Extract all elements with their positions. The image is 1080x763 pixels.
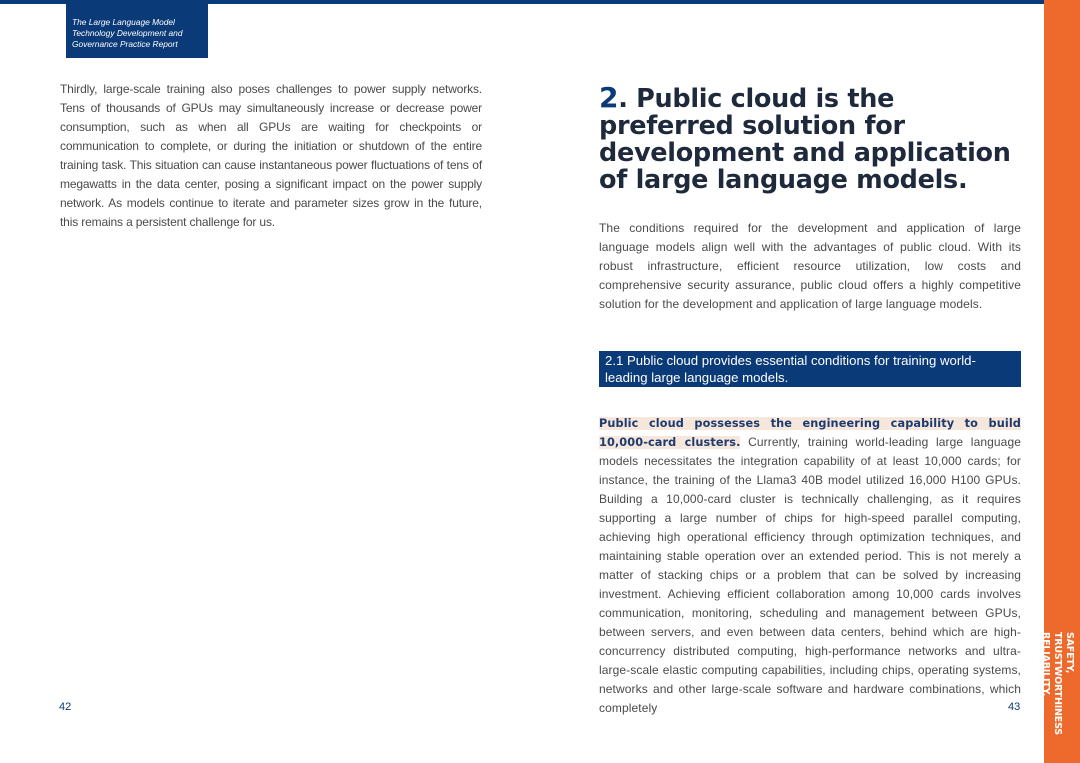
header-title-line-1: The Large Language Model: [72, 17, 175, 27]
lead-sentence: Public cloud possesses the engineering capability to build 10,000-card clusters.: [599, 417, 1021, 449]
page-number-left: 42: [59, 701, 72, 713]
section-title: . Public cloud is the preferred solution for development and application of large language models.: [599, 84, 1011, 195]
side-tab-line-1: SAFETY, TRUSTWORTHINESS: [1052, 632, 1075, 735]
header-title-line-3: Governance Practice Report: [72, 39, 178, 49]
side-tab-line-2: RELIABILITY, USABILITY: [1028, 632, 1051, 697]
subsection-body: [599, 414, 1021, 718]
page-number-right: 43: [1008, 701, 1021, 713]
side-tab-label: [1028, 632, 1075, 747]
report-header-badge: [66, 4, 208, 58]
body-continuation: Currently, training world-leading large language models necessitates the integration capability of at least 10,000 cards; for instance, the training of the Llama3 40B model utilized 16,000 H100 GPUs. Building a 10,000-card cluster is technically challenging, as it requires supporting a large number of chips for high-speed parallel computing, achieving high operational efficiency through optimization techniques, and maintaining stable operation over an extended period. This is not merely a matter of stacking chips or a problem that can be solved by increasing investment. Achieving efficient collaboration among 10,000 cards involves communication, monitoring, scheduling and management between GPUs, between servers, and even between data centers, behind which are high-concurrency distributed computing, high-performance networks and ultra-large-scale elastic computing capabilities, including chips, operating systems, networks and other large-scale software and hardware combinations, which completely: [599, 435, 1021, 715]
section-number: 2: [599, 81, 619, 114]
header-title-line-2: Technology Development and: [72, 28, 183, 38]
left-paragraph: Thirdly, large-scale training also poses challenges to power supply networks. Tens of thousands of GPUs may simultaneously increase or decrease power consumption, such as when all GPUs are waiting for checkpoints or communication to complete, or during the initiation or shutdown of the entire training task. This situation can cause instantaneous power fluctuations of tens of megawatts in the data center, posing a significant impact on the power supply network. As models continue to iterate and parameter sizes grow in the future, this remains a persistent challenge for us.: [60, 82, 482, 229]
section-heading: [599, 81, 1021, 195]
left-page-body: [60, 80, 482, 232]
section-intro: The conditions required for the development and application of large language models align well with the advantages of public cloud. With its robust infrastructure, efficient resource utilization, low costs and comprehensive security assurance, public cloud offers a highly competitive solution for the development and application of large language models.: [599, 221, 1021, 311]
body-paragraph: [599, 414, 1021, 718]
right-page-section: [599, 81, 1021, 314]
subsection-heading: 2.1 Public cloud provides essential conditions for training world-leading large language models.: [599, 351, 1021, 387]
